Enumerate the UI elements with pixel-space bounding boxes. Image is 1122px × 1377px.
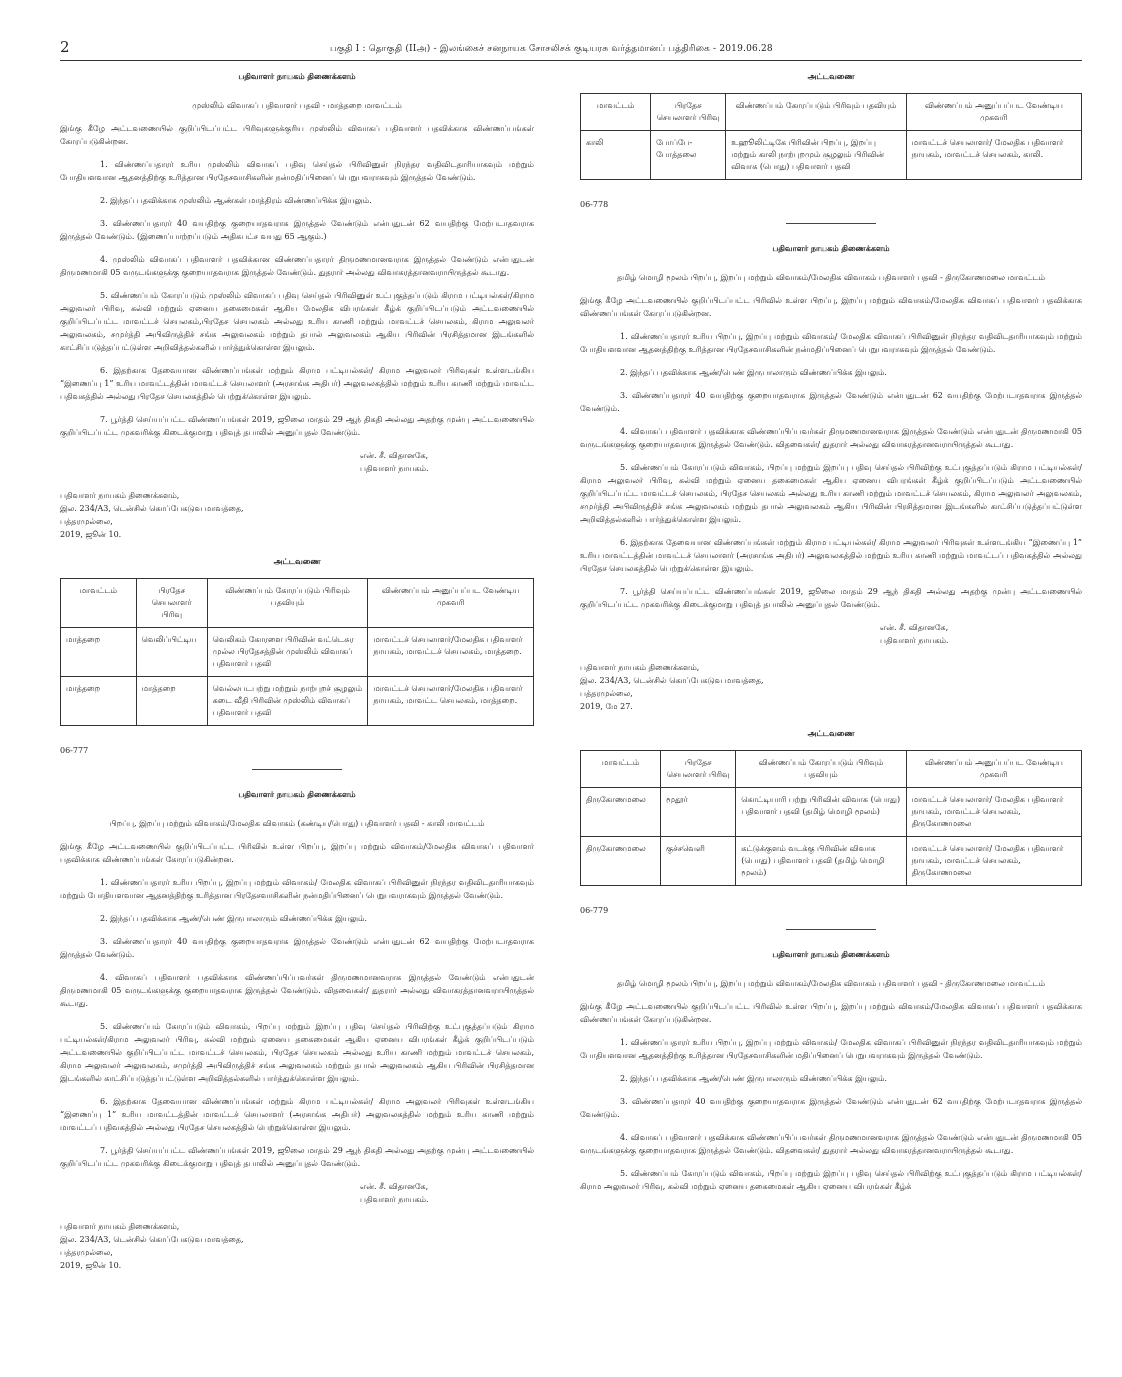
address-block <box>60 489 534 541</box>
clause-7: 7. பூர்த்தி செய்யப்பட்ட விண்ணப்பங்கள் 2019, ஜூலை மாதம் 29 ஆந் திகதி அல்லது அதற்கு முன்பு அட்டவணையில் குறிப்பிடப்பட்ட முகவரிக்கு கிடைக்குமாறு பதிவுத் தபாலில் அனுப்புதல் வேண்டும். <box>580 587 1082 609</box>
signatory-name: என். சீ. விதானகே, <box>360 451 429 460</box>
clause-7: 7. பூர்த்தி செய்யப்பட்ட விண்ணப்பங்கள் 2019, ஜூலை மாதம் 29 ஆந் திகதி அல்லது அதற்கு முன்பு அட்டவணையில் குறிப்பிடப்பட்ட முகவரிக்கு கிடைக்குமாறு பதிவுத் தபாலில் அனுப்புதல் வேண்டும். <box>60 1146 534 1168</box>
clause-2: 2. இந்தப் பதவிக்காக முஸ்லிம் ஆண்கள் மாத்திரம் விண்ணப்பிக்க இயலும். <box>100 196 372 205</box>
table-cell: குச்சவெளி <box>661 837 736 886</box>
address-line: பத்தரமுல்லை, <box>60 1248 113 1257</box>
table-row <box>61 677 534 726</box>
table-cell: திருகோணமலை <box>581 788 661 837</box>
clause-3: 3. விண்ணப்பதாரர் 40 வயதிற்கு குறையாதவராக இருத்தல் வேண்டும் என்பதுடன் 62 வயதிற்கு மேற்படாதவராக இருத்தல் வேண்டும். <box>60 937 534 959</box>
clause-4: 4. விவாகப் பதிவாளர் பதவிக்காக விண்ணப்பிப்பவர்கள் திருமணமானவராக இருத்தல் வேண்டும் என்பதுடன் திருமணமாகி 05 வருடங்களுக்கு குறையாதவராக இருத்தல் வேண்டும். விதவைகள்/ துதரார் அல்லது விவாகரத்தானவராயிருத்தல் கூடாது. <box>60 973 534 1008</box>
address-line: பதிவாளர் நாயகம் திணைக்களம், <box>580 663 700 672</box>
column-header: பிரதேச செயலாளர் பிரிவு <box>651 94 726 131</box>
schedule-table <box>580 93 1082 180</box>
address-line: பத்தரமுல்லை, <box>60 517 113 526</box>
table-cell: திருகோணமலை <box>581 837 661 886</box>
clause-1: 1. விண்ணப்பதாரர் உரிய பிறப்பு, இறப்பு மற்றும் விவாகம்/ மேலதிக விவாகப் பிரிவினுள் நிரந்தர வதிவிடதாரியாகவும் மற்றும் போதியளவான ஆதனத்திற்கு உரித்தான பிரதேசவாசிகளின் நன்மதிப்பினைப் பெறுபவராகவும் இருத்தல் வேண்டும். <box>580 332 1082 354</box>
notice-intro: இங்கு கீழே அட்டவணையில் குறிப்பிடப்பட்ட பிரிவில் உள்ள பிறப்பு, இறப்பு மற்றும் விவாகம்/மேலதிக விவாகப் பதிவாளர் பதவிக்காக விண்ணப்பங்கள் கோரப்படுகின்றன. <box>580 1002 1082 1024</box>
column-header: மாவட்டம் <box>61 579 137 628</box>
clause-2: 2. இந்தப் பதவிக்காக ஆண்/பெண் இருபாலாரும் விண்ணப்பிக்க இயலும். <box>620 368 887 377</box>
address-block <box>580 661 1082 713</box>
table-cell: மாத்தறை <box>136 677 207 726</box>
table-cell: போப்பே-போத்தலை <box>651 131 726 180</box>
address-date: 2019, ஜூன் 10. <box>60 530 122 539</box>
signature-block <box>360 1180 534 1206</box>
clause-3: 3. விண்ணப்பதாரர் 40 வயதிற்கு குறையாதவராக இருத்தல் வேண்டும் என்பதுடன் 62 வயதிற்கு மேற்படாதவராக இருத்தல் வேண்டும். (இணைப்பாற்றப்படும் அதிகபட்ச வயது 65 ஆகும்.) <box>60 219 534 241</box>
table-cell: வெலிகம் கோரளை பிரிவின் வட்டெசுர முல்ல பிரதேசத்தின் முஸ்லிம் விவாகப் பதிவாளர் பதவி <box>207 628 368 677</box>
table-row <box>581 837 1082 886</box>
notice-intro: இங்கு கீழே அட்டவணையில் குறிப்பிடப்பட்ட பிரிவில் உள்ள பிறப்பு, இறப்பு மற்றும் விவாகம்/மேலதிக விவாகப் பதிவாளர் பதவிக்காக விண்ணப்பங்கள் கோரப்படுகின்றன. <box>60 842 534 864</box>
clause-3: 3. விண்ணப்பதாரர் 40 வயதிற்கு குறையாதவராக இருத்தல் வேண்டும் என்பதுடன் 62 வயதிற்கு மேற்படாதவராக இருத்தல் வேண்டும். <box>580 1097 1082 1119</box>
column-header: மாவட்டம் <box>581 751 661 788</box>
notice-heading: பதிவாளர் நாயகம் திணைக்களம் <box>238 789 356 799</box>
table-cell: உஹூலிட்டிகே பிரிவின் பிறப்பு, இறப்பு மற்றும் காலி நாற்புறமும் சூழலும் பிரிவின் விவாக (பொது) பதிவாளர் பதவி <box>726 131 906 180</box>
column-header: விண்ணப்பம் அனுப்பப்பட வேண்டிய முகவரி <box>368 579 534 628</box>
address-line: பதிவாளர் நாயகம் திணைக்களம், <box>60 1222 180 1231</box>
clause-3: 3. விண்ணப்பதாரர் 40 வயதிற்கு குறையாதவராக இருத்தல் வேண்டும் என்பதுடன் 62 வயதிற்கு மேற்படாதவராக இருத்தல் வேண்டும். <box>580 391 1082 413</box>
table-row <box>581 788 1082 837</box>
table-cell: மாத்தறை <box>61 628 137 677</box>
running-head: பகுதி I : தொகுதி (IIஅ) - இலங்கைச் சனநாயக சோசலிசக் குடியரசு வர்த்தமானப் பத்திரிகை - 2019.06.28 <box>330 44 773 54</box>
table-cell: வெல்லபடபற்று மற்றும் நாற்புறச் சூழலும் கடை வீதி பிரிவின் முஸ்லிம் விவாகப் பதிவாளர் பதவி <box>207 677 368 726</box>
address-line: இல. 234/A3, டென்சில் கொப்பேகடுவ மாவத்தை, <box>580 676 764 685</box>
clause-4: 4. விவாகப் பதிவாளர் பதவிக்காக விண்ணப்பிப்பவர்கள் திருமணமானவராக இருத்தல் வேண்டும் என்பதுடன் திருமணமாகி 05 வருடங்களுக்கு குறையாதவராக இருத்தல் வேண்டும். விதவைகள்/ துதரார் அல்லது விவாகரத்தானவராயிருத்தல் கூடாது. <box>580 1133 1082 1155</box>
notice-heading: பதிவாளர் நாயகம் திணைக்களம் <box>238 71 356 81</box>
address-date: 2019, ஜூன் 10. <box>60 1261 122 1270</box>
table-cell: கட்டுக்குளம் வடக்கு பிரிவின் விவாக (பொது) பதிவாளர் பதவி (தமிழ் மொழி மூலம்) <box>736 837 906 886</box>
address-line: இல. 234/A3, டென்சில் கொப்பேகடுவ மாவத்தை, <box>60 504 244 513</box>
table-header-row <box>61 579 534 628</box>
column-header: விண்ணப்பம் கோரப்படும் பிரிவும் பதவியும் <box>207 579 368 628</box>
address-line: பத்தரமுல்லை, <box>580 689 633 698</box>
schedule-table <box>60 578 534 726</box>
address-line: பதிவாளர் நாயகம் திணைக்களம், <box>60 491 180 500</box>
column-header: விண்ணப்பம் அனுப்பப்பட வேண்டிய முகவரி <box>906 751 1081 788</box>
table-row <box>61 628 534 677</box>
clause-6: 6. இதற்காக தேவையான விண்ணப்பங்கள் மற்றும் கிராம பட்டியல்கள்/ கிராம அலுவலர் பிரிவுகள் உள்ளடங்கிய “இணைப்பு 1” உரிய மாவட்டத்தின் மாவட்டச் செயலாளர் (அரசாங்க அதிபர்) அலுவலகத்தில் மற்றும் உரிய காணி மற்றும் மாவட்டப் பதிவகத்தில் அல்லது பிரதேச செயலகத்தில் பெற்றுக்கொள்ள இயலும். <box>580 538 1082 573</box>
table-title: அட்டவணை <box>273 556 321 566</box>
signature-block <box>880 621 1082 647</box>
clause-4: 4. முஸ்லிம் விவாகப் பதிவாளர் பதவிக்கான விண்ணப்பதாரர் திருமணமானவராக இருத்தல் வேண்டும் என்பதுடன் திருமணமாகி 05 வருடங்களுக்கு குறையாதவராக இருத்தல் வேண்டும். துதரார் அல்லது விவாகரத்தானவராயிருத்தல் கூடாது. <box>60 255 534 277</box>
table-cell: மூதூர் <box>661 788 736 837</box>
signatory-title: பதிவாளர் நாயகம். <box>360 464 429 473</box>
left-column <box>60 64 534 1377</box>
right-column <box>580 64 1082 1377</box>
page-number: 2 <box>60 38 70 56</box>
table-cell: மாவட்டச் செயலாளர்/ மேலதிக பதிவாளர் நாயகம், மாவட்டச் செயலகம், திருகோணமலை <box>906 788 1081 837</box>
column-header: பிரதேச செயலாளர் பிரிவு <box>136 579 207 628</box>
column-header: விண்ணப்பம் அனுப்பப்பட வேண்டிய முகவரி <box>906 94 1081 131</box>
clause-2: 2. இந்தப் பதவிக்காக ஆண்/பெண் இருபாலாரும் விண்ணப்பிக்க இயலும். <box>620 1074 887 1083</box>
table-cell: கொட்டியாரி பற்று பிரிவின் விவாக (பொது) பதிவாளர் பதவி (தமிழ் மொழி மூலம்) <box>736 788 906 837</box>
table-header-row <box>581 751 1082 788</box>
notice-number: 06-777 <box>60 746 89 755</box>
separator-rule <box>252 769 342 770</box>
table-cell: மாவட்டச் செயலாளர்/ மேலதிக பதிவாளர் நாயகம், மாவட்டச் செயலகம், காலி. <box>906 131 1081 180</box>
clause-5: 5. விண்ணப்பம் கோரப்படும் முஸ்லிம் விவாகப் பதிவு செய்தல் பிரிவினுள் உட்புகுத்தப்படும் கிராம பட்டியல்கள்/கிராம அலுவலர் பிரிவு, கல்வி மற்றும் ஏனைய தகைமைகள் ஆகிய மேலதிக விபரங்கள் கீழ்க் குறிப்பிடப்படும் அட்டவணையில் குறிப்பிடப்பட்ட மாவட்டச் செயலகம்,பிரதேச செயலகம் அல்லது உரிய காணி மற்றும் மாவட்டச் செயலகம், கிராம அலுவலர் அலுவலகம், சமுர்த்தி அபிவிருத்திச் சங்க அலுவலகம் மற்றும் தபால் அலுவலகம் ஆகிய பிரிவின் பிரசித்தமான இடங்களில் காட்சிப்படுத்தப்பட்டுள்ள அறிவித்தல்களில் பார்த்துக்கொள்ள இயலும். <box>60 291 534 352</box>
clause-6: 6. இதற்காக தேவையான விண்ணப்பங்கள் மற்றும் கிராம பட்டியல்கள்/ கிராம அலுவலர் பிரிவுகள் உள்ளடங்கிய “இணைப்பு 1” உரிய மாவட்டத்தின் மாவட்டச் செயலாளர் (அரசாங்க அதிபர்) அலுவலகத்தில் மற்றும் உரிய காணி மற்றும் மாவட்ட பதிவகத்தில் அல்லது பிரதேச செயலகத்தில் பெற்றுக்கொள்ள இயலும். <box>60 366 534 401</box>
column-header: விண்ணப்பம் கோரப்படும் பிரிவும் பதவியும் <box>736 751 906 788</box>
notice-subtitle: முஸ்லிம் விவாகப் பதிவாளர் பதவி - மாத்தறை மாவட்டம் <box>192 101 402 110</box>
address-date: 2019, மே 27. <box>580 702 633 711</box>
clause-5: 5. விண்ணப்பம் கோரப்படும் விவாகம், பிறப்பு மற்றும் இறப்பு பதிவு செய்தல் பிரிவிற்கு உட்புகுத்தப்படும் கிராம பட்டியல்கள்/கிராம அலுவலர் பிரிவு, கல்வி மற்றும் ஏனைய தகைமைகள் ஆகிய ஏனைய விபரங்கள் கீழ்க் <box>580 1169 1082 1191</box>
notice-subtitle: தமிழ் மொழி மூலம் பிறப்பு, இறப்பு மற்றும் விவாகம்/மேலதிக விவாகம் பதிவாளர் பதவி - திருகோணமலை மாவட்டம் <box>616 273 1046 282</box>
signatory-name: என். சீ. விதானகே, <box>360 1182 429 1191</box>
clause-5: 5. விண்ணப்பம் கோரப்படும் விவாகம், பிறப்பு மற்றும் இறப்பு பதிவு செய்தல் பிரிவிற்கு உட்புகுத்தப்படும் கிராம பட்டியல்கள்/கிராம அலுவலர் பிரிவு, கல்வி மற்றும் ஏனைய தகைமைகள் ஆகிய ஏனைய விபரங்கள் கீழ்க் குறிப்பிடப்படும் அட்டவணையில் குறிப்பிடப்பட்ட மாவட்டச் செயலகம், பிரதேச செயலகம் அல்லது உரிய காணி மற்றும் மாவட்டச் செயலகம், கிராம அலுவலர் அலுவலகம், சமுர்த்தி அபிவிருத்திச் சங்க அலுவலகம் மற்றும் தபால் அலுவலகம் ஆகிய பிரிவின் பிரசித்தமான இடங்களில் காட்சிப்படுத்தப்பட்டுள்ள அறிவித்தல்களில் பார்த்துக்கொள்ள இயலும். <box>60 1022 534 1083</box>
clause-1: 1. விண்ணப்பதாரர் உரிய முஸ்லிம் விவாகப் பதிவு செய்தல் பிரிவினுள் நிரந்தர வதிவிடதாரியாகவும் மற்றும் போதியளவான ஆதனத்திற்கு உரித்தான பிரதேசவாசிகளின் நன்மதிப்பினைப் பெறுபவராகவும் இருத்தல் வேண்டும். <box>60 160 534 182</box>
table-row <box>581 131 1082 180</box>
address-line: இல. 234/A3, டென்சில் கொப்பேகடுவ மாவத்தை, <box>60 1235 244 1244</box>
signatory-title: பதிவாளர் நாயகம். <box>360 1195 429 1204</box>
table-header-row <box>581 94 1082 131</box>
table-title: அட்டவணை <box>807 728 855 738</box>
signature-block <box>360 449 534 475</box>
address-block <box>60 1220 534 1272</box>
schedule-table <box>580 750 1082 886</box>
table-cell: மாவட்டச் செயலாளர்/மேலதிக பதிவாளர் நாயகம், மாவட்டச் செயலகம், மாத்தறை. <box>368 628 534 677</box>
notice-heading: பதிவாளர் நாயகம் திணைக்களம் <box>772 949 890 959</box>
clause-6: 6. இதற்காக தேவையான விண்ணப்பங்கள் மற்றும் கிராம பட்டியல்கள்/ கிராம அலுவலர் பிரிவுகள் உள்ளடங்கிய “இணைப்பு 1” உரிய மாவட்டத்தின் மாவட்டச் செயலாளர் (அரசாங்க அதிபர்) அலுவலகத்தில் மற்றும் உரிய காணி மற்றும் மாவட்டப் பதிவகத்தில் அல்லது பிரதேச செயலகத்தில் பெற்றுக்கொள்ள இயலும். <box>60 1097 534 1132</box>
clause-7: 7. பூர்த்தி செய்யப்பட்ட விண்ணப்பங்கள் 2019, ஜூலை மாதம் 29 ஆந் திகதி அல்லது அதற்கு முன்பு அட்டவணையில் குறிப்பிடப்பட்ட முகவரிக்கு கிடைக்குமாறு பதிவுத் தபாலில் அனுப்புதல் வேண்டும். <box>60 415 534 437</box>
table-cell: மாவட்டச் செயலாளர்/ மேலதிக பதிவாளர் நாயகம், மாவட்டச் செயலகம், திருகோணமலை <box>906 837 1081 886</box>
header-rule <box>60 60 1082 61</box>
clause-1: 1. விண்ணப்பதாரர் உரிய பிறப்பு, இறப்பு மற்றும் விவாகம்/ மேலதிக விவாகப் பிரிவினுள் நிரந்தர வதிவிடதாரியாகவும் மற்றும் போதியளவான ஆதனத்திற்கு உரித்தான பிரதேசவாசிகளின் மதிப்பினைப் பெறுபவராகவும் இருத்தல் வேண்டும். <box>580 1038 1082 1060</box>
column-header: மாவட்டம் <box>581 94 651 131</box>
notice-subtitle: தமிழ் மொழி மூலம் பிறப்பு, இறப்பு மற்றும் விவாகம்/மேலதிக விவாகம் பதிவாளர் பதவி - திருகோணமலை மாவட்டம் <box>616 979 1046 988</box>
notice-intro: இங்கு கீழே அட்டவணையில் குறிப்பிடப்பட்ட பிரிவில் உள்ள பிறப்பு, இறப்பு மற்றும் விவாகம்/மேலதிக விவாகப் பதிவாளர் பதவிக்காக விண்ணப்பங்கள் கோரப்படுகின்றன. <box>580 296 1082 318</box>
table-title: அட்டவணை <box>807 71 855 81</box>
table-cell: மாத்தறை <box>61 677 137 726</box>
separator-rule <box>786 929 876 930</box>
signatory-title: பதிவாளர் நாயகம். <box>880 636 949 645</box>
clause-4: 4. விவாகப் பதிவாளர் பதவிக்காக விண்ணப்பிப்பவர்கள் திருமணமானவராக இருத்தல் வேண்டும் என்பதுடன் திருமணமாகி 05 வருடங்களுக்கு குறையாதவராக இருத்தல் வேண்டும். விதவைகள்/ துதரார் அல்லது விவாகரத்தானவராயிருத்தல் கூடாது. <box>580 427 1082 449</box>
notice-number: 06-779 <box>580 906 609 915</box>
clause-2: 2. இந்தப் பதவிக்காக ஆண்/பெண் இருபாலாரும் விண்ணப்பிக்க இயலும். <box>100 914 367 923</box>
table-cell: வெலிப்பிட்டிய <box>136 628 207 677</box>
separator-rule <box>786 223 876 224</box>
notice-intro: இங்கு கீழே அட்டவணையில் குறிப்பிடப்பட்ட பிரிவுகளுக்குரிய முஸ்லிம் விவாகப் பதிவாளர் பதவிக்காக விண்ணப்பங்கள் கோரப்படுகின்றன. <box>60 124 534 146</box>
signatory-name: என். சீ. விதானகே, <box>880 623 949 632</box>
notice-number: 06-778 <box>580 200 609 209</box>
notice-subtitle: பிறப்பு, இறப்பு மற்றும் விவாகம்/மேலதிக விவாகம் (கண்டிய/பொது) பதிவாளர் பதவி - காலி மாவட்டம் <box>109 819 485 828</box>
clause-1: 1. விண்ணப்பதாரர் உரிய பிறப்பு, இறப்பு மற்றும் விவாகம்/ மேலதிக விவாகப் பிரிவினுள் நிரந்தர வதிவிடதாரியாகவும் மற்றும் போதியளவான ஆதனத்திற்கு உரித்தான பிரதேசவாசிகளின் நன்மதிப்பினைப் பெறுபவராகவும் இருத்தல் வேண்டும். <box>60 878 534 900</box>
clause-5: 5. விண்ணப்பம் கோரப்படும் விவாகம், பிறப்பு மற்றும் இறப்பு பதிவு செய்தல் பிரிவிற்கு உட்புகுத்தப்படும் கிராம பட்டியல்கள்/கிராம அலுவலர் பிரிவு, கல்வி மற்றும் ஏனைய தகைமைகள் ஆகிய ஏனைய விபரங்கள் கீழ்க் குறிப்பிடப்படும் அட்டவணையில் குறிப்பிடப்பட்ட மாவட்டச் செயலகம், பிரதேச செயலகம் அல்லது உரிய காணி மற்றும் மாவட்டச் செயலகம், கிராம அலுவலர் அலுவலகம், சமுர்த்தி அபிவிருத்திச் சங்க அலுவலகம் மற்றும் தபால் அலுவலகம் ஆகிய பிரிவின் பிரசித்தமான இடங்களில் காட்சிப்படுத்தப்பட்டுள்ள அறிவித்தல்களில் பார்த்துக்கொள்ள இயலும். <box>580 463 1082 524</box>
table-cell: காலி <box>581 131 651 180</box>
notice-heading: பதிவாளர் நாயகம் திணைக்களம் <box>772 243 890 253</box>
column-header: பிரதேச செயலாளர் பிரிவு <box>661 751 736 788</box>
column-header: விண்ணப்பம் கோரப்படும் பிரிவும் பதவியும் <box>726 94 906 131</box>
table-cell: மாவட்டச் செயலாளர்/மேலதிக பதிவாளர் நாயகம், மாவட்ட செயலகம், மாத்தறை. <box>368 677 534 726</box>
